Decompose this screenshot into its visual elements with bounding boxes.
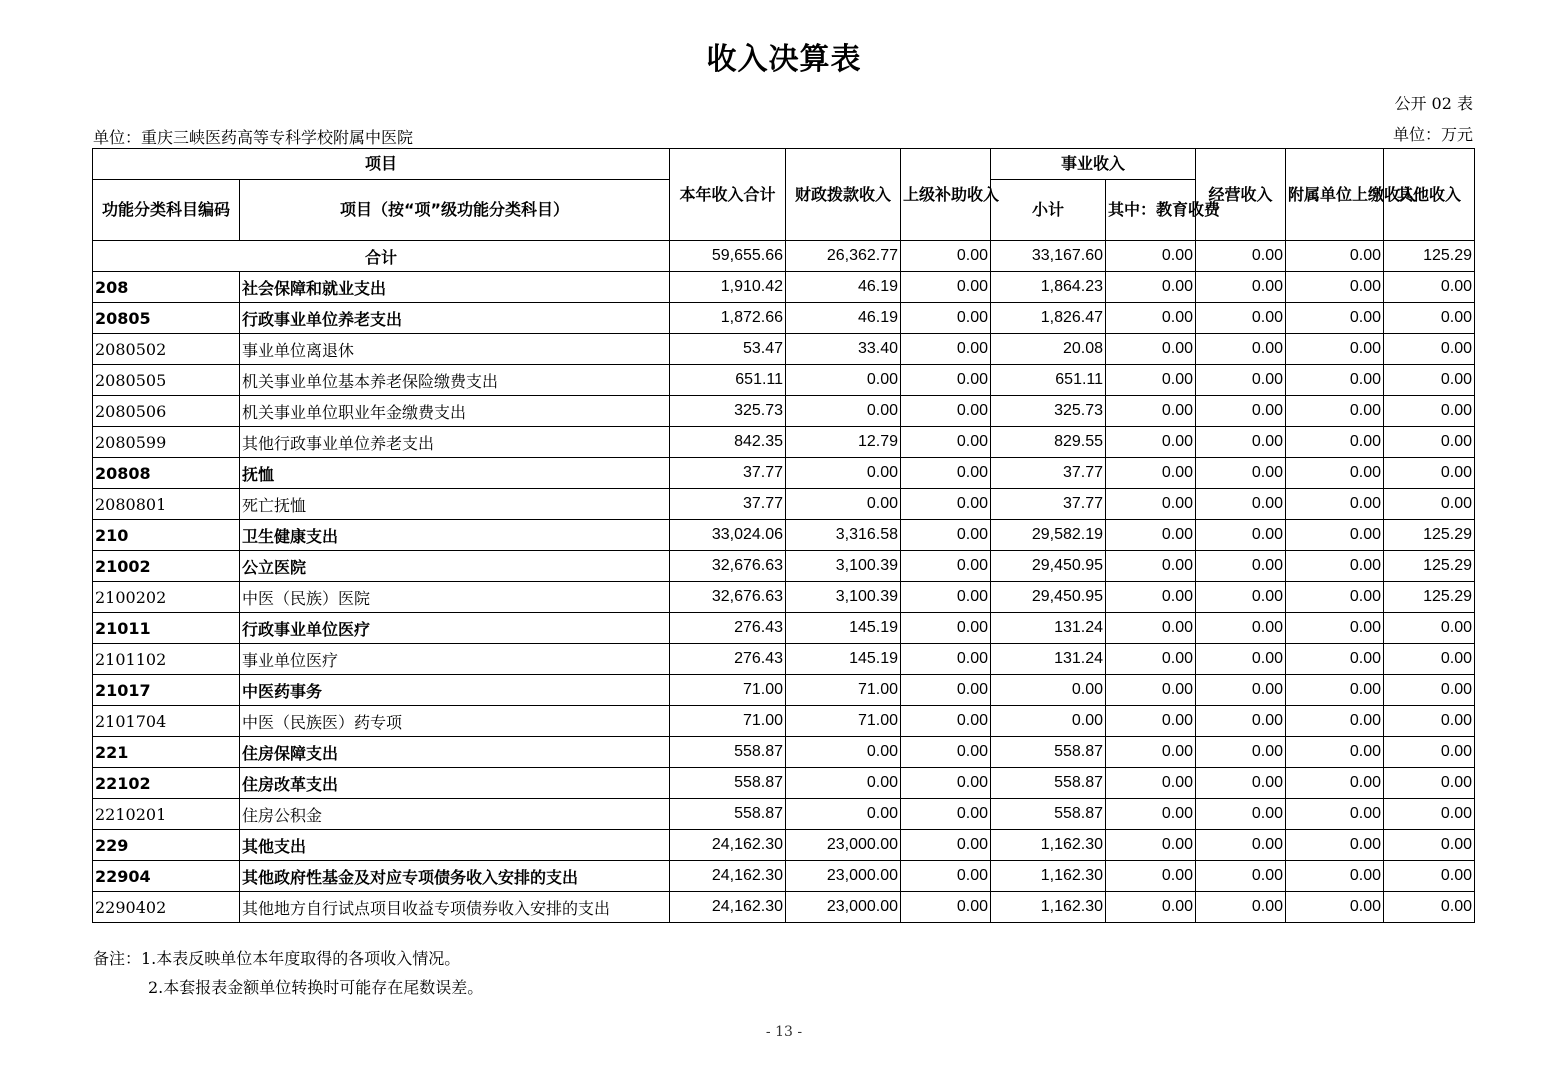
row-value: 1,162.30	[991, 861, 1106, 892]
row-value: 0.00	[901, 892, 991, 923]
table-row	[93, 706, 1475, 737]
row-value: 0.00	[901, 799, 991, 830]
row-value: 71.00	[670, 706, 786, 737]
row-value: 0.00	[1286, 489, 1384, 520]
row-value: 0.00	[901, 675, 991, 706]
row-value: 0.00	[1106, 272, 1196, 303]
row-value: 0.00	[1286, 551, 1384, 582]
row-code: 21002	[93, 551, 240, 582]
row-value: 0.00	[901, 303, 991, 334]
row-value: 0.00	[901, 365, 991, 396]
row-value: 131.24	[991, 644, 1106, 675]
note-1: 备注：1.本表反映单位本年度取得的各项收入情况。	[93, 949, 461, 968]
row-value: 145.19	[786, 613, 901, 644]
row-value: 0.00	[1106, 489, 1196, 520]
row-value: 0.00	[901, 272, 991, 303]
row-value: 0.00	[1384, 613, 1475, 644]
row-name: 死亡抚恤	[240, 489, 670, 520]
row-value: 0.00	[1196, 675, 1286, 706]
row-value: 37.77	[991, 489, 1106, 520]
total-value: 33,167.60	[991, 241, 1106, 272]
row-name: 中医药事务	[240, 675, 670, 706]
row-code: 2101704	[93, 706, 240, 737]
row-value: 0.00	[901, 830, 991, 861]
row-value: 0.00	[1196, 427, 1286, 458]
row-code: 208	[93, 272, 240, 303]
row-value: 558.87	[991, 737, 1106, 768]
table-row	[93, 675, 1475, 706]
row-value: 0.00	[1106, 365, 1196, 396]
row-name: 机关事业单位职业年金缴费支出	[240, 396, 670, 427]
total-value: 59,655.66	[670, 241, 786, 272]
total-value: 125.29	[1384, 241, 1475, 272]
row-value: 23,000.00	[786, 830, 901, 861]
row-value: 0.00	[1384, 458, 1475, 489]
row-value: 0.00	[786, 799, 901, 830]
row-value: 0.00	[1286, 644, 1384, 675]
table-body	[93, 241, 1475, 923]
row-value: 0.00	[1286, 520, 1384, 551]
row-value: 0.00	[1106, 830, 1196, 861]
row-value: 0.00	[901, 613, 991, 644]
row-value: 0.00	[1384, 892, 1475, 923]
row-value: 1,162.30	[991, 892, 1106, 923]
row-value: 33,024.06	[670, 520, 786, 551]
row-value: 32,676.63	[670, 551, 786, 582]
row-value: 0.00	[991, 706, 1106, 737]
row-value: 0.00	[1384, 272, 1475, 303]
row-value: 0.00	[1286, 737, 1384, 768]
row-value: 829.55	[991, 427, 1106, 458]
table-row	[93, 427, 1475, 458]
table-row	[93, 458, 1475, 489]
row-code: 2290402	[93, 892, 240, 923]
row-value: 0.00	[1384, 365, 1475, 396]
header-education-fee: 其中：教育收费	[1106, 180, 1196, 241]
row-value: 125.29	[1384, 551, 1475, 582]
row-code: 2210201	[93, 799, 240, 830]
report-title: 收入决算表	[706, 42, 862, 77]
row-value: 651.11	[991, 365, 1106, 396]
row-name: 中医（民族）医院	[240, 582, 670, 613]
row-value: 0.00	[1286, 303, 1384, 334]
table-row	[93, 272, 1475, 303]
row-value: 0.00	[1106, 396, 1196, 427]
row-value: 0.00	[1384, 799, 1475, 830]
table-row	[93, 582, 1475, 613]
header-operating: 经营收入	[1196, 149, 1286, 241]
row-name: 行政事业单位养老支出	[240, 303, 670, 334]
header-fiscal: 财政拨款收入	[786, 149, 901, 241]
reporting-unit: 单位：重庆三峡医药高等专科学校附属中医院	[93, 128, 414, 147]
row-value: 37.77	[670, 489, 786, 520]
row-value: 71.00	[786, 675, 901, 706]
row-value: 0.00	[786, 489, 901, 520]
row-value: 0.00	[1196, 892, 1286, 923]
row-value: 0.00	[901, 706, 991, 737]
row-value: 24,162.30	[670, 830, 786, 861]
row-value: 0.00	[1106, 799, 1196, 830]
row-value: 24,162.30	[670, 861, 786, 892]
row-value: 0.00	[901, 334, 991, 365]
table-row	[93, 644, 1475, 675]
header-other: 其他收入	[1384, 149, 1475, 241]
header-subtotal: 小计	[991, 180, 1106, 241]
row-value: 0.00	[1106, 303, 1196, 334]
total-value: 0.00	[1286, 241, 1384, 272]
row-value: 3,100.39	[786, 582, 901, 613]
row-value: 0.00	[1384, 768, 1475, 799]
row-value: 53.47	[670, 334, 786, 365]
row-value: 0.00	[1384, 706, 1475, 737]
row-value: 0.00	[1384, 334, 1475, 365]
row-value: 0.00	[1286, 861, 1384, 892]
row-value: 0.00	[1196, 644, 1286, 675]
row-name: 抚恤	[240, 458, 670, 489]
total-value: 0.00	[1196, 241, 1286, 272]
row-value: 0.00	[1286, 582, 1384, 613]
row-code: 2080801	[93, 489, 240, 520]
row-value: 29,450.95	[991, 582, 1106, 613]
row-value: 0.00	[1106, 892, 1196, 923]
row-value: 0.00	[1286, 799, 1384, 830]
row-value: 3,100.39	[786, 551, 901, 582]
row-value: 0.00	[901, 520, 991, 551]
row-value: 23,000.00	[786, 861, 901, 892]
row-value: 24,162.30	[670, 892, 786, 923]
row-value: 0.00	[1286, 396, 1384, 427]
row-value: 0.00	[1196, 799, 1286, 830]
row-value: 558.87	[670, 768, 786, 799]
row-value: 0.00	[1286, 830, 1384, 861]
row-code: 2080599	[93, 427, 240, 458]
row-value: 0.00	[901, 458, 991, 489]
row-value: 558.87	[670, 737, 786, 768]
row-value: 0.00	[1106, 582, 1196, 613]
row-value: 0.00	[1196, 582, 1286, 613]
currency-unit: 单位：万元	[1392, 125, 1473, 144]
row-value: 0.00	[1196, 861, 1286, 892]
table-row	[93, 861, 1475, 892]
header-row-1	[93, 149, 1475, 180]
row-value: 558.87	[991, 768, 1106, 799]
row-value: 558.87	[670, 799, 786, 830]
row-value: 842.35	[670, 427, 786, 458]
row-value: 0.00	[1384, 675, 1475, 706]
row-value: 0.00	[1286, 272, 1384, 303]
row-value: 131.24	[991, 613, 1106, 644]
notes	[93, 944, 483, 1002]
row-value: 0.00	[901, 551, 991, 582]
row-code: 20808	[93, 458, 240, 489]
table-row	[93, 892, 1475, 923]
row-value: 0.00	[1196, 830, 1286, 861]
row-value: 0.00	[901, 582, 991, 613]
row-code: 2100202	[93, 582, 240, 613]
row-name: 卫生健康支出	[240, 520, 670, 551]
row-value: 0.00	[1286, 334, 1384, 365]
form-number: 公开 02 表	[1394, 94, 1473, 113]
table-row	[93, 303, 1475, 334]
row-value: 37.77	[991, 458, 1106, 489]
header-business-group: 事业收入	[991, 149, 1196, 180]
row-value: 0.00	[1196, 272, 1286, 303]
table-row	[93, 489, 1475, 520]
row-value: 0.00	[1384, 830, 1475, 861]
row-value: 0.00	[1196, 396, 1286, 427]
total-row	[93, 241, 1475, 272]
row-value: 0.00	[1196, 706, 1286, 737]
row-value: 276.43	[670, 644, 786, 675]
row-value: 0.00	[1196, 551, 1286, 582]
total-value: 0.00	[1106, 241, 1196, 272]
row-value: 558.87	[991, 799, 1106, 830]
row-value: 0.00	[786, 458, 901, 489]
row-code: 22904	[93, 861, 240, 892]
row-value: 0.00	[1106, 768, 1196, 799]
row-name: 住房公积金	[240, 799, 670, 830]
row-value: 0.00	[1106, 675, 1196, 706]
row-value: 325.73	[670, 396, 786, 427]
row-name: 机关事业单位基本养老保险缴费支出	[240, 365, 670, 396]
row-value: 0.00	[1286, 706, 1384, 737]
row-value: 0.00	[1196, 458, 1286, 489]
row-value: 0.00	[1286, 892, 1384, 923]
row-value: 0.00	[901, 427, 991, 458]
row-value: 0.00	[1286, 675, 1384, 706]
table-row	[93, 830, 1475, 861]
header-item-group: 项目	[93, 149, 670, 180]
row-value: 0.00	[1196, 768, 1286, 799]
row-value: 276.43	[670, 613, 786, 644]
table-row	[93, 551, 1475, 582]
row-value: 0.00	[1384, 737, 1475, 768]
row-value: 1,910.42	[670, 272, 786, 303]
row-value: 1,826.47	[991, 303, 1106, 334]
row-value: 0.00	[1106, 737, 1196, 768]
row-value: 0.00	[1106, 334, 1196, 365]
row-value: 0.00	[901, 737, 991, 768]
table-row	[93, 365, 1475, 396]
row-value: 0.00	[1196, 365, 1286, 396]
row-code: 2080506	[93, 396, 240, 427]
row-value: 0.00	[901, 768, 991, 799]
row-name: 中医（民族医）药专项	[240, 706, 670, 737]
row-value: 0.00	[1106, 427, 1196, 458]
header-name: 项目（按“项”级功能分类科目）	[240, 180, 670, 241]
row-value: 0.00	[1384, 427, 1475, 458]
row-name: 其他政府性基金及对应专项债务收入安排的支出	[240, 861, 670, 892]
header-total-income: 本年收入合计	[670, 149, 786, 241]
row-name: 行政事业单位医疗	[240, 613, 670, 644]
row-name: 其他地方自行试点项目收益专项债券收入安排的支出	[240, 892, 670, 923]
total-value: 26,362.77	[786, 241, 901, 272]
header-affiliated: 附属单位上缴收入	[1286, 149, 1384, 241]
total-label: 合计	[93, 241, 670, 272]
row-value: 32,676.63	[670, 582, 786, 613]
row-value: 0.00	[901, 489, 991, 520]
row-value: 0.00	[1196, 520, 1286, 551]
row-name: 其他行政事业单位养老支出	[240, 427, 670, 458]
row-value: 3,316.58	[786, 520, 901, 551]
row-code: 229	[93, 830, 240, 861]
row-name: 事业单位医疗	[240, 644, 670, 675]
header-superior: 上级补助收入	[901, 149, 991, 241]
table-row	[93, 799, 1475, 830]
row-value: 0.00	[1384, 396, 1475, 427]
row-name: 住房保障支出	[240, 737, 670, 768]
row-value: 0.00	[1384, 303, 1475, 334]
table-row	[93, 768, 1475, 799]
row-value: 71.00	[786, 706, 901, 737]
row-value: 12.79	[786, 427, 901, 458]
row-name: 社会保障和就业支出	[240, 272, 670, 303]
row-value: 0.00	[1286, 365, 1384, 396]
row-value: 46.19	[786, 303, 901, 334]
row-value: 1,872.66	[670, 303, 786, 334]
row-name: 事业单位离退休	[240, 334, 670, 365]
row-value: 0.00	[1106, 520, 1196, 551]
row-code: 221	[93, 737, 240, 768]
row-value: 0.00	[1106, 458, 1196, 489]
row-value: 0.00	[1106, 861, 1196, 892]
row-value: 0.00	[1286, 768, 1384, 799]
row-value: 0.00	[1106, 644, 1196, 675]
row-value: 37.77	[670, 458, 786, 489]
row-value: 0.00	[1196, 489, 1286, 520]
row-value: 46.19	[786, 272, 901, 303]
row-value: 29,582.19	[991, 520, 1106, 551]
page-number: - 13 -	[765, 1024, 803, 1040]
row-value: 145.19	[786, 644, 901, 675]
row-value: 0.00	[1384, 489, 1475, 520]
row-name: 公立医院	[240, 551, 670, 582]
row-value: 325.73	[991, 396, 1106, 427]
row-value: 0.00	[1196, 334, 1286, 365]
row-value: 33.40	[786, 334, 901, 365]
row-value: 0.00	[1286, 613, 1384, 644]
table-row	[93, 520, 1475, 551]
row-value: 0.00	[786, 768, 901, 799]
row-value: 0.00	[1106, 613, 1196, 644]
row-value: 0.00	[1286, 458, 1384, 489]
row-value: 0.00	[1384, 644, 1475, 675]
row-value: 125.29	[1384, 520, 1475, 551]
row-value: 0.00	[786, 737, 901, 768]
row-value: 0.00	[786, 365, 901, 396]
header-code: 功能分类科目编码	[93, 180, 240, 241]
row-value: 0.00	[1106, 551, 1196, 582]
row-name: 住房改革支出	[240, 768, 670, 799]
row-value: 0.00	[1196, 303, 1286, 334]
row-value: 0.00	[786, 396, 901, 427]
row-code: 2080505	[93, 365, 240, 396]
row-value: 0.00	[1196, 737, 1286, 768]
row-code: 2080502	[93, 334, 240, 365]
row-value: 20.08	[991, 334, 1106, 365]
row-value: 29,450.95	[991, 551, 1106, 582]
table-row	[93, 334, 1475, 365]
row-name: 其他支出	[240, 830, 670, 861]
row-code: 21017	[93, 675, 240, 706]
table-row	[93, 613, 1475, 644]
row-code: 2101102	[93, 644, 240, 675]
row-code: 21011	[93, 613, 240, 644]
row-value: 0.00	[901, 861, 991, 892]
row-value: 1,162.30	[991, 830, 1106, 861]
row-value: 0.00	[991, 675, 1106, 706]
row-code: 20805	[93, 303, 240, 334]
row-value: 0.00	[1286, 427, 1384, 458]
row-value: 651.11	[670, 365, 786, 396]
table-row	[93, 396, 1475, 427]
row-value: 1,864.23	[991, 272, 1106, 303]
row-value: 0.00	[1106, 706, 1196, 737]
row-value: 0.00	[1196, 613, 1286, 644]
row-value: 0.00	[1384, 861, 1475, 892]
row-value: 125.29	[1384, 582, 1475, 613]
row-value: 0.00	[901, 644, 991, 675]
income-table	[92, 148, 1475, 923]
row-value: 23,000.00	[786, 892, 901, 923]
row-code: 22102	[93, 768, 240, 799]
table-row	[93, 737, 1475, 768]
total-value: 0.00	[901, 241, 991, 272]
row-code: 210	[93, 520, 240, 551]
row-value: 71.00	[670, 675, 786, 706]
note-2: 2.本套报表金额单位转换时可能存在尾数误差。	[148, 978, 484, 997]
row-value: 0.00	[901, 396, 991, 427]
